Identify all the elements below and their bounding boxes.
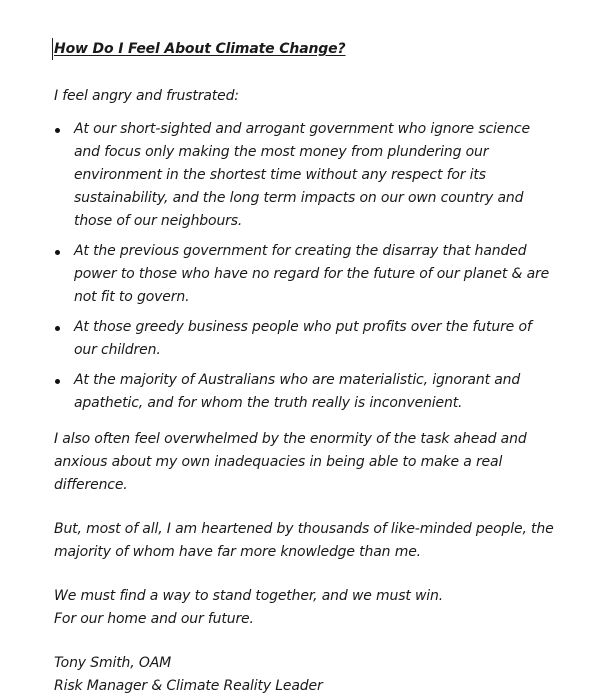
list-item xyxy=(54,316,554,362)
list-item xyxy=(54,118,554,233)
signature-block xyxy=(54,652,554,698)
bullet-icon xyxy=(55,128,60,133)
list-item xyxy=(54,240,554,309)
text-cursor xyxy=(52,38,53,60)
intro-paragraph: I feel angry and frustrated: xyxy=(54,88,239,104)
closing-block xyxy=(54,585,554,631)
list-item xyxy=(54,369,554,415)
signature-name: Tony Smith, OAM xyxy=(54,655,172,671)
closing-line: We must find a way to stand together, and we must win. xyxy=(54,588,444,604)
list-item-text: At those greedy business people who put profits over the future of our children. xyxy=(74,319,532,358)
bullet-icon xyxy=(55,379,60,384)
overwhelmed-paragraph: I also often feel overwhelmed by the enormity of the task ahead and anxious about my own inadequacies in being able to make a real difference. xyxy=(54,431,527,493)
bullet-icon xyxy=(55,250,60,255)
list-item-text: At the majority of Australians who are materialistic, ignorant and apathetic, and for whom the truth really is inconvenient. xyxy=(74,372,521,411)
list-item-text: At the previous government for creating the disarray that handed power to those who have no regard for the future of our planet & are not fit to govern. xyxy=(74,243,550,305)
bullet-icon xyxy=(55,326,60,331)
document-body[interactable] xyxy=(54,38,554,698)
bullet-list xyxy=(54,118,554,415)
list-item-text: At our short-sighted and arrogant government who ignore science and focus only making the most money from plundering our environment in the shortest time without any respect for its sustainability, and the long term impacts on our own country and those of our neighbours. xyxy=(74,121,530,229)
closing-line: For our home and our future. xyxy=(54,611,254,627)
heartened-paragraph: But, most of all, I am heartened by thousands of like-minded people, the majority of whom have far more knowledge than me. xyxy=(54,521,554,560)
document-title: How Do I Feel About Climate Change? xyxy=(54,41,346,57)
signature-title: Risk Manager & Climate Reality Leader xyxy=(54,678,323,694)
